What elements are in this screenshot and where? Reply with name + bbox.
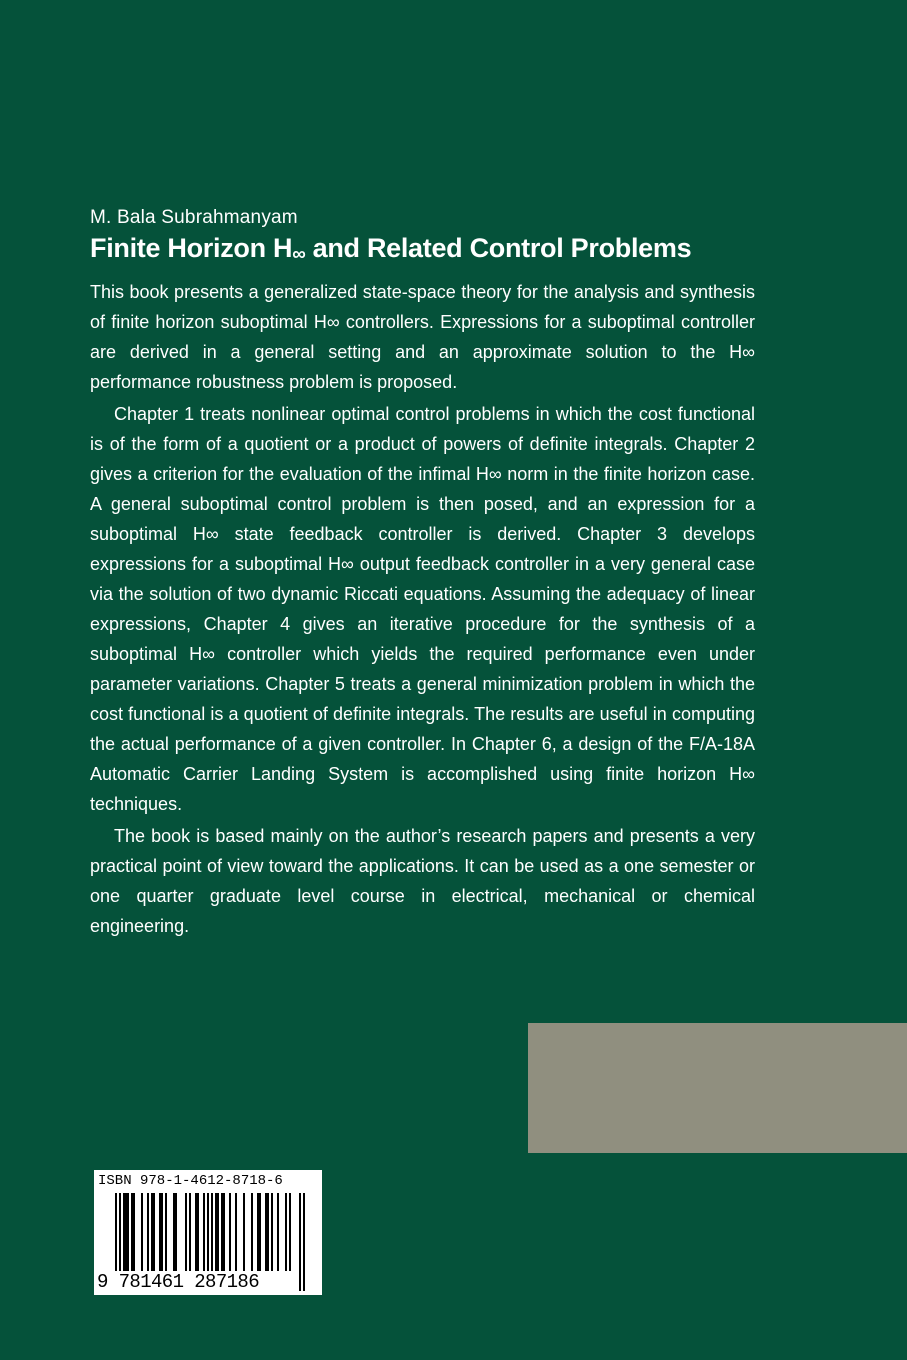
author-name: M. Bala Subrahmanyam <box>90 207 298 228</box>
barcode-bar <box>203 1193 205 1271</box>
barcode-bar <box>271 1193 273 1271</box>
barcode-bar <box>147 1193 149 1271</box>
barcode-bar <box>217 1193 219 1271</box>
barcode-bar <box>189 1193 191 1271</box>
barcode-bar <box>215 1193 217 1271</box>
barcode-bar <box>131 1193 133 1271</box>
barcode-bar <box>175 1193 177 1271</box>
barcode-bar <box>197 1193 199 1271</box>
barcode-bar <box>243 1193 245 1271</box>
barcode-bar <box>303 1193 305 1291</box>
book-title <box>90 230 691 273</box>
barcode-bar <box>265 1193 267 1271</box>
barcode-bar <box>259 1193 261 1271</box>
barcode-bar <box>299 1193 301 1291</box>
title-part-1: Finite Horizon H <box>90 233 293 263</box>
barcode-bar <box>123 1193 125 1271</box>
barcode-bar <box>235 1193 237 1271</box>
barcode-bar <box>223 1193 225 1271</box>
barcode-bar <box>267 1193 269 1271</box>
barcode-digits: 9 781461 287186 <box>97 1271 260 1293</box>
blurb-paragraph-2: Chapter 1 treats nonlinear optimal control problems in which the cost functional is of the form of a quotient or a product of powers of definite integrals. Chapter 2 gives a criterion for the evaluation of the infimal H∞ norm in the finite horizon case. A general suboptimal control problem is then posed, and an expression for a suboptimal H∞ state feedback controller is derived. Chapter 3 develops expressions for a suboptimal H∞ output feedback controller in a very general case via the solution of two dynamic Riccati equations. Assuming the adequacy of linear expressions, Chapter 4 gives an iterative procedure for the synthesis of a suboptimal H∞ controller which yields the required performance even under parameter variations. Chapter 5 treats a general minimization problem in which the cost functional is a quotient of definite integrals. The results are useful in computing the actual performance of a given controller. In Chapter 6, a design of the F/A-18A Automatic Carrier Landing System is accomplished using finite horizon H∞ techniques. <box>90 404 755 814</box>
barcode-bar <box>133 1193 135 1271</box>
barcode-bar <box>185 1193 187 1271</box>
blurb-paragraph-3: The book is based mainly on the author’s research papers and presents a very practical point of view toward the applications. It can be used as a one semester or one quarter graduate level course in electrical, mechanical or chemical engineering. <box>90 826 755 936</box>
barcode-bar <box>251 1193 253 1271</box>
barcode-bar <box>285 1193 287 1271</box>
barcode-bar <box>159 1193 161 1271</box>
barcode-bar <box>195 1193 197 1271</box>
barcode-bar <box>161 1193 163 1271</box>
blurb-paragraph-1: This book presents a generalized state-space theory for the analysis and synthesis of finite horizon suboptimal H∞ controllers. Expressions for a suboptimal controller are derived in a general setting and an approximate solution to the H∞ performance robustness problem is proposed. <box>90 282 755 392</box>
barcode-bar <box>229 1193 231 1271</box>
infinity-subscript: ∞ <box>292 244 306 265</box>
barcode-bar <box>125 1193 127 1271</box>
isbn-barcode <box>94 1170 322 1295</box>
barcode-bar <box>257 1193 259 1271</box>
barcode-bar <box>277 1193 279 1271</box>
title-part-2: and Related Control Problems <box>305 233 692 263</box>
barcode-bar <box>173 1193 175 1271</box>
barcode-bar <box>127 1193 129 1271</box>
price-label-area <box>528 1023 907 1153</box>
barcode-bar <box>221 1193 223 1271</box>
barcode-bar <box>289 1193 291 1271</box>
barcode-bar <box>141 1193 143 1271</box>
isbn-label: ISBN 978-1-4612-8718-6 <box>98 1173 283 1189</box>
blurb <box>90 277 755 941</box>
barcode-bar <box>153 1193 155 1271</box>
barcode-bar <box>151 1193 153 1271</box>
barcode-bar <box>165 1193 167 1271</box>
